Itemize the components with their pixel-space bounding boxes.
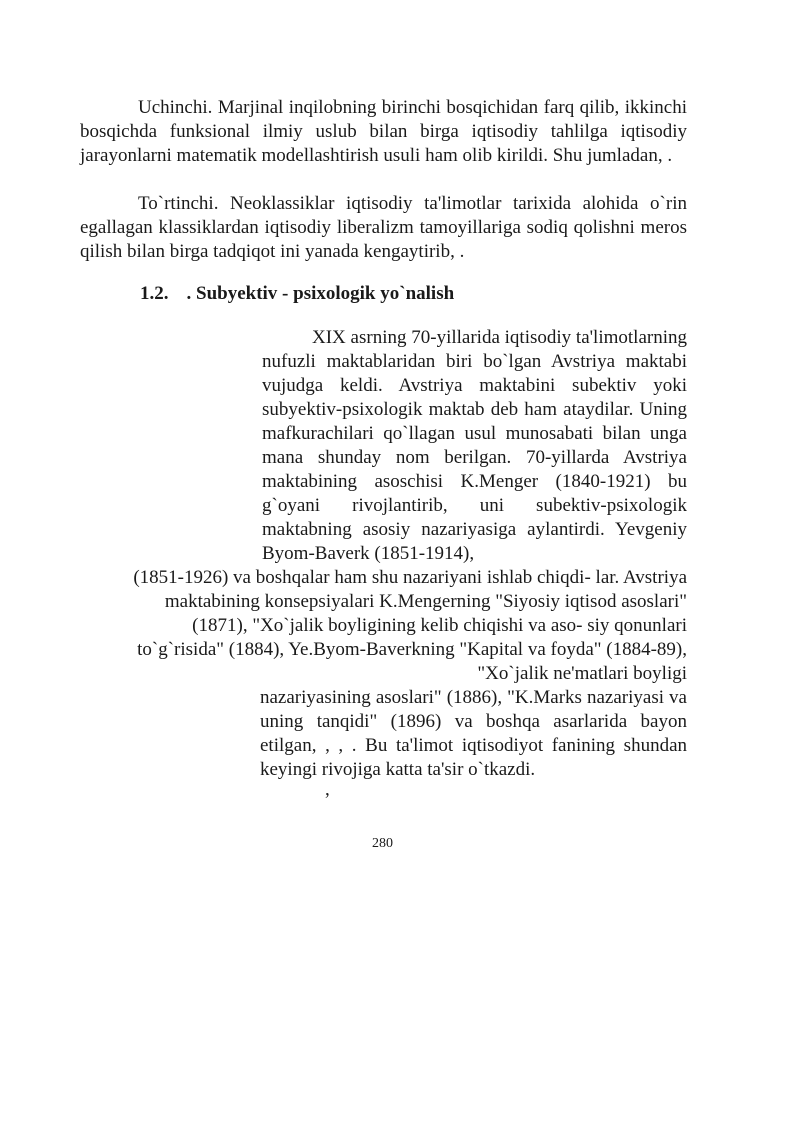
text-line-3: (1871), "Xo`jalik boyligining kelib chiqishi va aso- siy qonunlari [192,615,687,636]
section-number: 1.2. [140,283,169,304]
stray-comma: , [325,779,330,800]
paragraph-tortinchi: To`rtinchi. Neoklassiklar iqtisodiy ta'limotlar tarixida alohida o`rin egallagan klassiklardan iqtisodiy liberalizm tamoyillariga sodiq qolishni meros qilish bilan birga tadqiqot ini yanada kengaytirib, . [80,193,687,262]
page-number: 280 [372,836,393,851]
paragraph-uchinchi: Uchinchi. Marjinal inqilobning birinchi bosqichidan farq qilib, ikkinchi bosqichda funksional ilmiy uslub bilan birga iqtisodiy tahlilga iqtisodiy jarayonlarni matematik modellashtirish usuli ham olib kirildi. Shu jumladan, . [80,97,687,166]
text-line-1: (1851-1926) va boshqalar ham shu nazariyani ishlab chiqdi- lar. Avstriya [133,567,687,588]
text-line-4: to`g`risida" (1884), Ye.Byom-Baverkning "Kapital va foyda" (1884-89), [137,639,687,660]
section-heading [140,282,454,306]
section-title: . Subyektiv - psixologik yo`nalish [186,283,455,304]
paragraph-nazariyasining-asoslari: nazariyasining asoslari" (1886), "K.Marks nazariyasi va uning tanqidi" (1896) va boshqa asarlarida bayon etilgan, , , . Bu ta'limot iqtisodiyot fanining shundan keyingi rivojiga katta ta'sir o`tkazdi. [260,687,687,780]
text-line-5: "Xo`jalik ne'matlari boyligi [477,663,687,684]
text-line-2: maktabining konsepsiyalari K.Mengerning "Siyosiy iqtisod asoslari" [164,591,687,612]
paragraph-avstriya-maktabi: XIX asrning 70-yillarida iqtisodiy ta'limotlarning nufuzli maktablaridan biri bo`lgan Avstriya maktabi vujudga keldi. Avstriya maktabini subektiv yoki subyektiv-psixologik maktab deb ham ataydilar. Uning mafkurachilari qo`llagan usul munosabati bilan unga mana shunday nom berilgan. 70-yillarda Avstriya maktabining asoschisi K.Menger (1840-1921) bu g`oyani rivojlantirib, uni subektiv-psixologik maktabning asosiy nazariyasiga aylantirdi. Yevgeniy Byom-Baverk (1851-1914), [262,327,687,564]
